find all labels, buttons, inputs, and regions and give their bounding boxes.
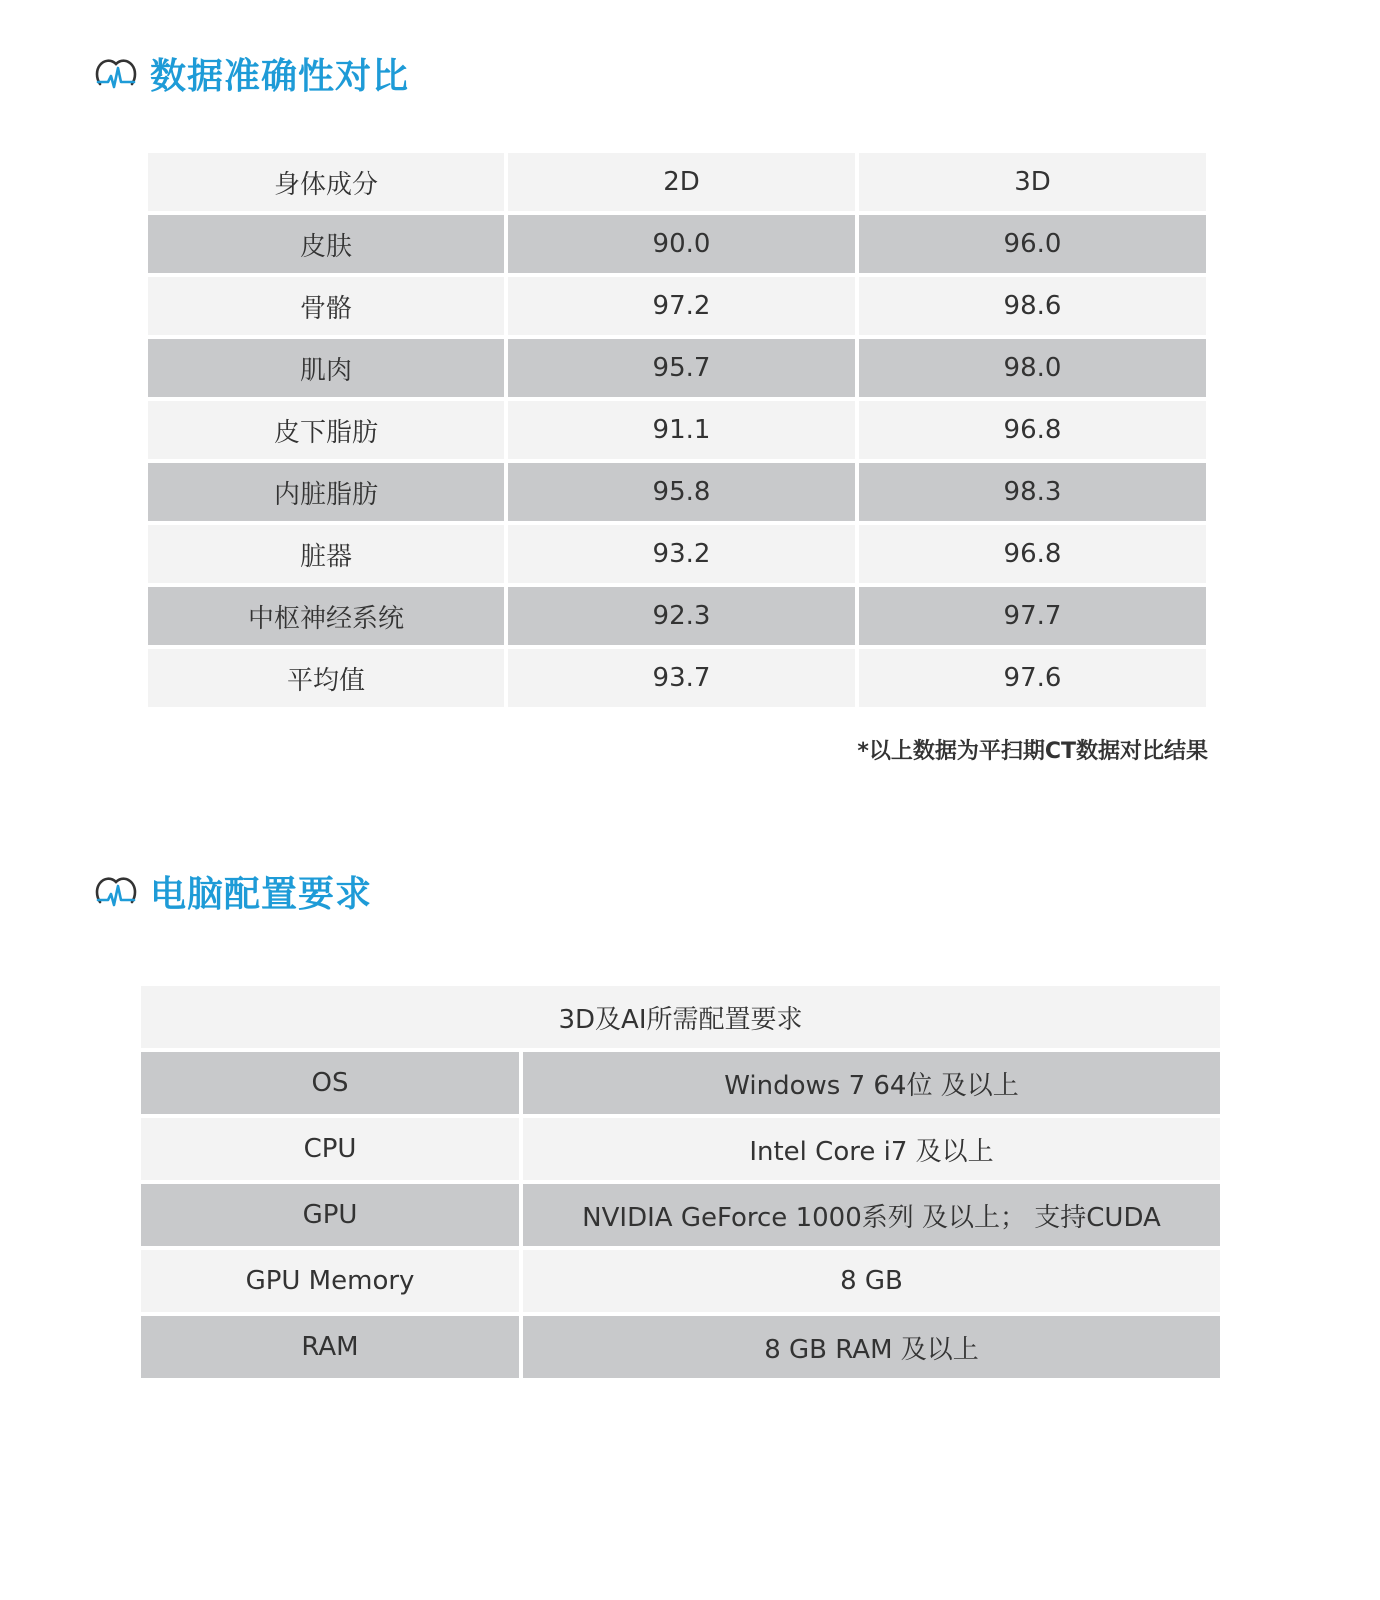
value-3d: 97.6 — [859, 649, 1206, 707]
value-3d: 98.3 — [859, 463, 1206, 521]
config-value: Windows 7 64位 及以上 — [523, 1052, 1220, 1114]
config-key: RAM — [141, 1316, 519, 1378]
row-label: 脏器 — [148, 525, 504, 583]
table-row — [141, 1184, 1220, 1246]
table-header-row — [141, 986, 1220, 1048]
heart-pulse-icon — [94, 874, 138, 908]
table-row — [148, 215, 1206, 273]
value-3d: 98.6 — [859, 277, 1206, 335]
value-2d: 93.2 — [508, 525, 855, 583]
table-row — [148, 277, 1206, 335]
heart-pulse-icon — [94, 56, 138, 90]
config-key: CPU — [141, 1118, 519, 1180]
value-2d: 90.0 — [508, 215, 855, 273]
header-3d: 3D — [859, 153, 1206, 211]
config-key: GPU Memory — [141, 1250, 519, 1312]
table-row — [148, 463, 1206, 521]
config-value: 8 GB RAM 及以上 — [523, 1316, 1220, 1378]
accuracy-section-title: 数据准确性对比 — [150, 55, 410, 97]
value-2d: 97.2 — [508, 277, 855, 335]
config-value: Intel Core i7 及以上 — [523, 1118, 1220, 1180]
value-3d: 98.0 — [859, 339, 1206, 397]
row-label: 骨骼 — [148, 277, 504, 335]
table-row — [148, 401, 1206, 459]
value-3d: 96.0 — [859, 215, 1206, 273]
row-label: 皮肤 — [148, 215, 504, 273]
table-row — [148, 587, 1206, 645]
table-header-row — [148, 153, 1206, 211]
table-row — [141, 1118, 1220, 1180]
table-row — [148, 339, 1206, 397]
config-key: GPU — [141, 1184, 519, 1246]
config-value: NVIDIA GeForce 1000系列 及以上； 支持CUDA — [523, 1184, 1220, 1246]
table-row — [148, 525, 1206, 583]
accuracy-footnote: *以上数据为平扫期CT数据对比结果 — [857, 739, 1208, 764]
computer-section-title: 电脑配置要求 — [150, 873, 373, 915]
value-2d: 95.7 — [508, 339, 855, 397]
value-2d: 91.1 — [508, 401, 855, 459]
table-row — [141, 1052, 1220, 1114]
row-label: 平均值 — [148, 649, 504, 707]
value-2d: 92.3 — [508, 587, 855, 645]
config-key: OS — [141, 1052, 519, 1114]
computer-section-heading — [94, 866, 372, 916]
value-2d: 95.8 — [508, 463, 855, 521]
header-2d: 2D — [508, 153, 855, 211]
row-label: 内脏脂肪 — [148, 463, 504, 521]
config-table-header: 3D及AI所需配置要求 — [141, 986, 1220, 1048]
header-body-composition: 身体成分 — [148, 153, 504, 211]
value-3d: 97.7 — [859, 587, 1206, 645]
computer-config-table — [137, 982, 1224, 1382]
config-value: 8 GB — [523, 1250, 1220, 1312]
row-label: 中枢神经系统 — [148, 587, 504, 645]
accuracy-comparison-table — [144, 149, 1210, 711]
value-2d: 93.7 — [508, 649, 855, 707]
table-row — [141, 1316, 1220, 1378]
table-row — [148, 649, 1206, 707]
accuracy-section-heading — [94, 48, 409, 98]
row-label: 皮下脂肪 — [148, 401, 504, 459]
value-3d: 96.8 — [859, 401, 1206, 459]
value-3d: 96.8 — [859, 525, 1206, 583]
table-row — [141, 1250, 1220, 1312]
row-label: 肌肉 — [148, 339, 504, 397]
